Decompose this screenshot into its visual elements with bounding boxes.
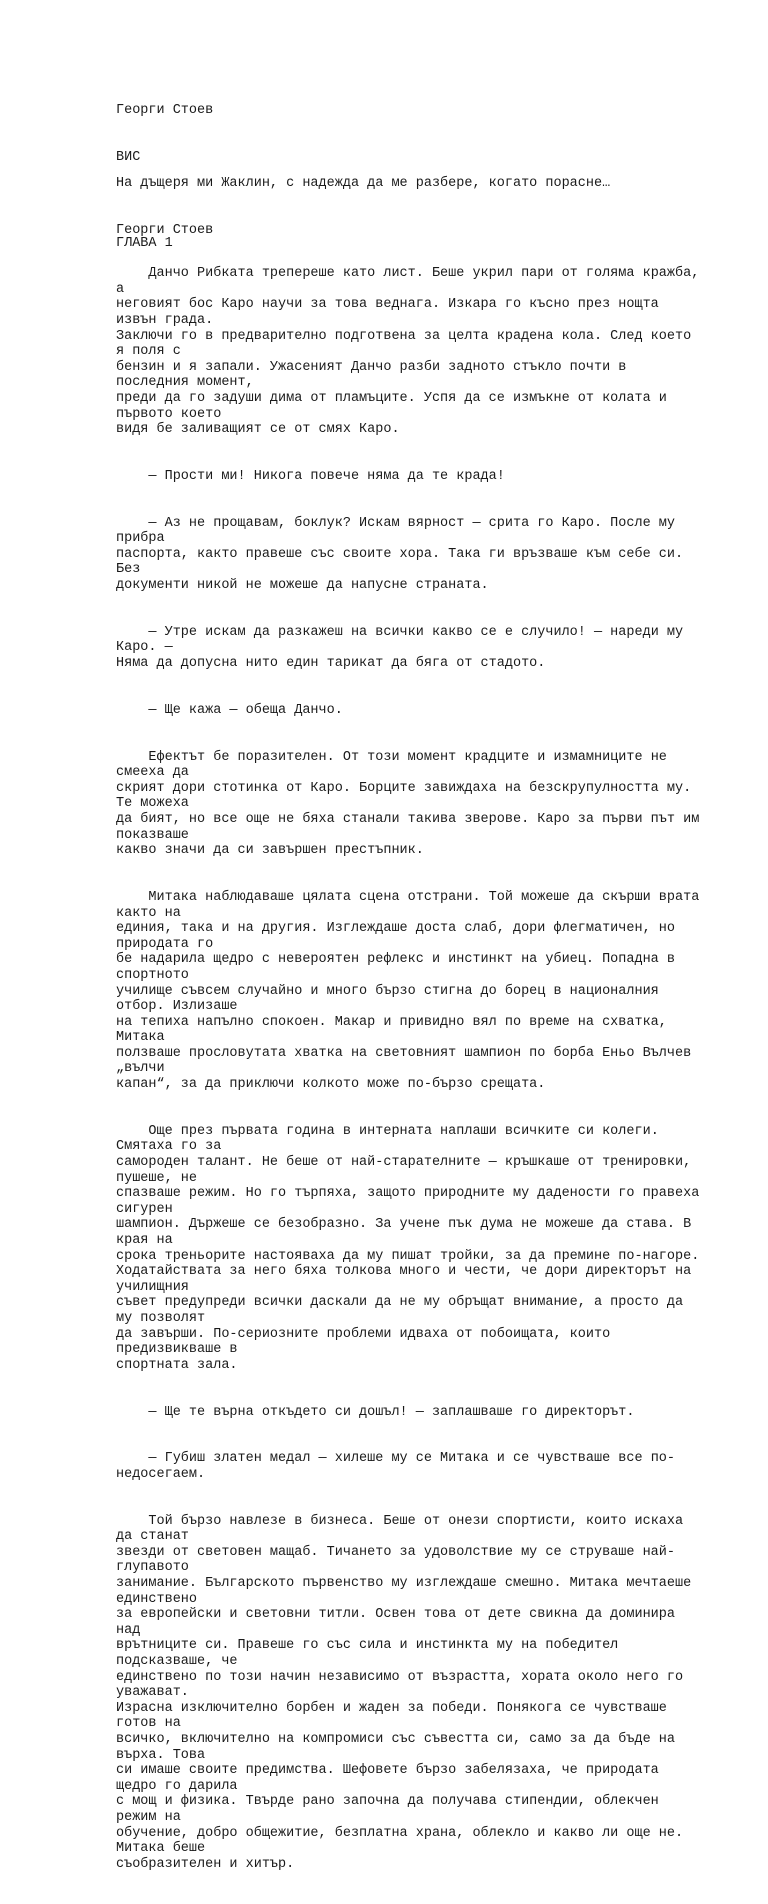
paragraph: Той бързо навлезе в бизнеса. Беше от онези спортисти, които искаха да станат звезди от световен мащаб. Тичането за удоволствие му се струваше най-глупавото занимание. Българското първенство му изглеждаше смешно. Митака мечтаеше единствено за европейски и световни титли. Освен това от дете свикна да доминира над врътниците си. Правеше го със сила и инстинкта му на победител подсказваше, че единствено по този начин независимо от възрастта, хората около него го уважават. Израсна изключително борбен и жаден за победи. Понякога се чувстваше готов на всичко, включително на компромиси със съвестта си, само за да бъде на върха. Това си имаше своите предимства. Шефовете бързо забелязаха, че природата щедро го дарила с мощ и физика. Твърде рано започна да получава стипендии, облекчен режим на обучение, добро общежитие, безплатна храна, облекло и какво ли още не. Митака беше съобразителен и хитър. [116, 1513, 692, 1872]
paragraph: — Губиш златен медал — хилеше му се Митака и се чувстваше все по-недосегаем. [116, 1451, 675, 1482]
paragraph: — Аз не прощавам, боклук? Искам вярност — срита го Каро. После му прибра паспорта, както правеше със своите хора. Така ги връзваше към себе си. Без документи никой не можеше да напусне страната. [116, 515, 684, 594]
book-title: ВИС [116, 149, 141, 165]
author-name: Георги Стоев [116, 103, 214, 119]
paragraph: — Прости ми! Никога повече няма да те крада! [116, 468, 505, 484]
chapter-body [116, 235, 701, 1904]
paragraph: — Ще кажа — обеща Данчо. [116, 702, 343, 718]
chapter-heading: ГЛАВА 1 [116, 236, 173, 252]
dedication-signature: Георги Стоев [116, 222, 214, 238]
paragraph: Данчо Рибката трепереше като лист. Беше укрил пари от голяма кражба, а неговият бос Каро научи за това веднага. Изкара го късно през нощта извън града. Заключи го в предварително подготвена за целта крадена кола. След което я поля с бензин и я запали. Ужасеният Данчо разби задното стъкло почти в последния момент, преди да го задуши дима от пламъците. Успя да се измъкне от колата и първото което видя бе заливащият се от смях Каро. [116, 266, 700, 438]
paragraph: Още през първата година в интерната наплаши всичките си колеги. Смятаха го за самороден талант. Не беше от най-старателните — кръшкаше от тренировки, пушеше, не спазваше режим. Но го търпяха, защото природните му дадености го правеха сигурен шампион. Държеше се безобразно. За учене пък дума не можеше да става. В края на срока треньорите настояваха да му пишат тройки, за да премине по-нагоре. Ходатайствата за него бяха толкова много и чести, че дори директорът на училищния съвет предупреди всички даскали да не му обръщат внимание, а просто да му позволят да завърши. По-сериозните проблеми идваха от побоищата, които предизвикваше в спортната зала. [116, 1123, 700, 1373]
paragraph: — Утре искам да разкажеш на всички какво се е случило! — нареди му Каро. — Няма да допусна нито един тарикат да бяга от стадото. [116, 624, 684, 672]
paragraph: — Ще те върна откъдето си дошъл! — заплашваше го директорът. [116, 1404, 635, 1420]
paragraph: Ефектът бе поразителен. От този момент крадците и измамниците не смееха да скрият дори стотинка от Каро. Борците завиждаха на безскрупулността му. Те можеха да бият, но все още не бяха станали такива зверове. Каро за първи път им показваше какво значи да си завършен престъпник. [116, 749, 700, 859]
dedication-text: На дъщеря ми Жаклин, с надежда да ме разбере, когато порасне… [116, 176, 611, 192]
paragraph: Митака наблюдаваше цялата сцена отстрани. Той можеше да скърши врата както на единия, така и на другия. Изглеждаше доста слаб, дори флегматичен, но природата го бе надарила щедро с невероятен рефлекс и инстинкт на убиец. Попадна в спортното училище съвсем случайно и много бързо стигна до борец в националния отбор. Излизаше на тепиха напълно спокоен. Макар и привидно вял по време на схватка, Митака ползваше прословутата хватка на световният шампион по борба Еньо Вълчев „вълчи капан“, за да приключи колкото може по-бързо срещата. [116, 889, 700, 1093]
